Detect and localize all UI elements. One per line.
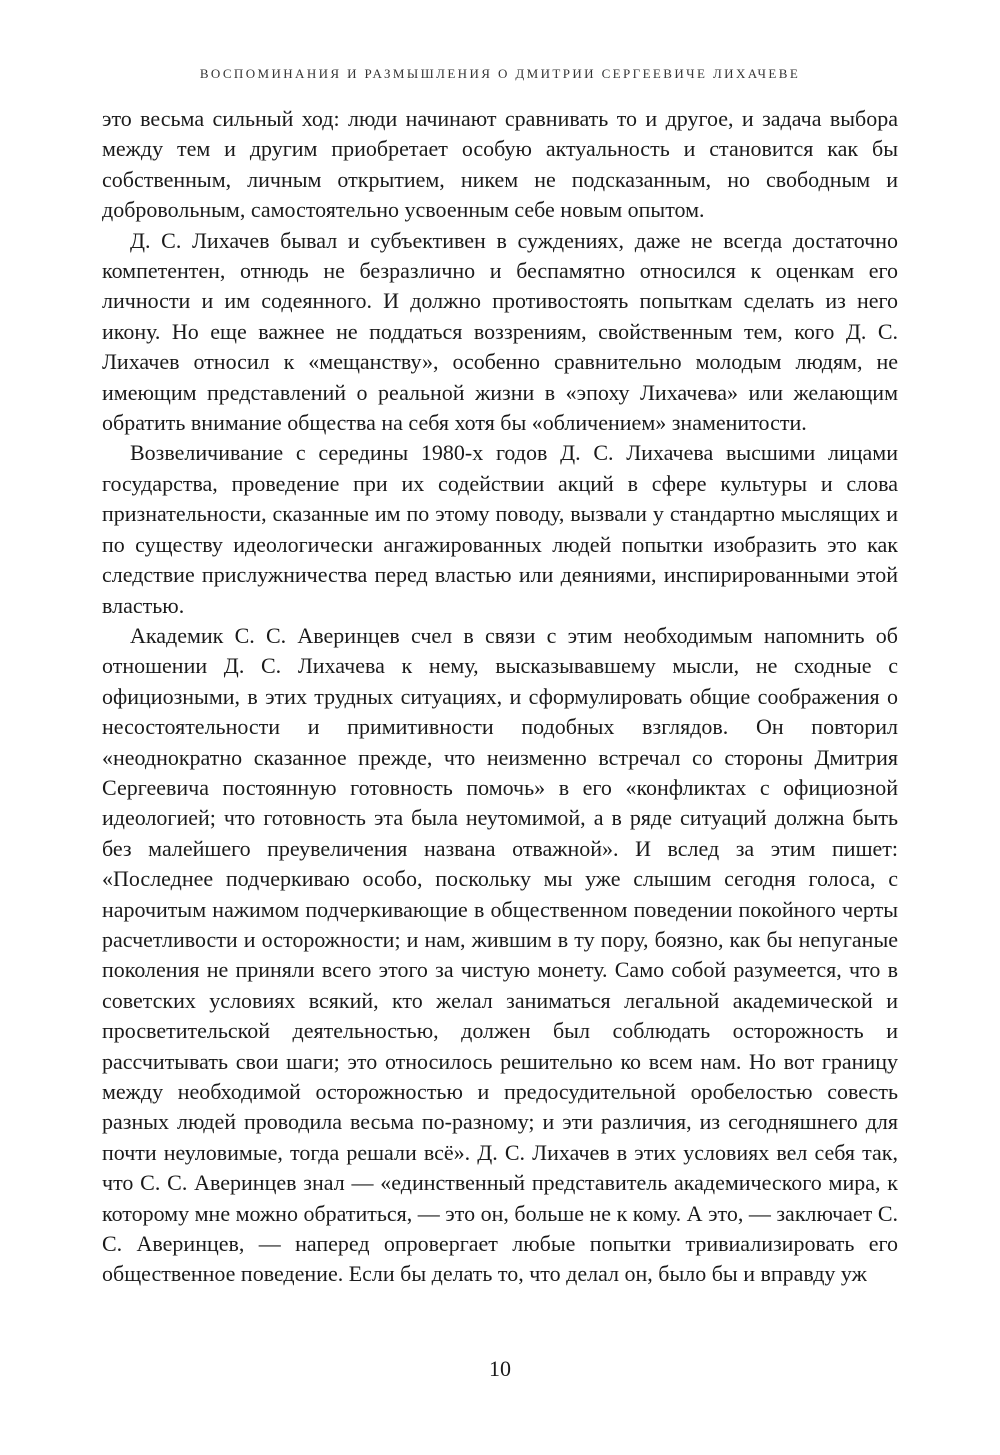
running-header: ВОСПОМИНАНИЯ И РАЗМЫШЛЕНИЯ О ДМИТРИИ СЕРГЕЕВИЧЕ ЛИХАЧЕВЕ — [199, 66, 801, 81]
paragraph: Возвеличивание с середины 1980-х годов Д. С. Лихачева высшими лицами государства, проведение при их содействии акций в сфере культуры и слова признательности, сказанные им по этому поводу, вызвали у стандартно мыслящих и по существу идеологически ангажированных людей попытки изобразить это как следствие прислужничества перед властью или деяниями, инспирированными этой властью. — [102, 440, 898, 618]
paragraph: Д. С. Лихачев бывал и субъективен в суждениях, даже не всегда достаточно компетентен, отнюдь не безразлично и беспамятно относился к оценкам его личности и им содеянного. И должно противостоять попыткам сделать из него икону. Но еще важнее не поддаться воззрениям, свойственным тем, кого Д. С. Лихачев относил к «мещанству», особенно сравнительно молодым людям, не имеющим представлений о реальной жизни в «эпоху Лихачева» или желающим обратить внимание общества на себя хотя бы «обличением» знаменитости. — [102, 227, 898, 436]
paragraph: Академик С. С. Аверинцев счел в связи с этим необходимым напомнить об отношении Д. С. Лихачева к нему, высказывавшему мысли, не сходные с официозными, в этих трудных ситуациях, и сформулировать общие соображения о несостоятельности и примитивности подобных взглядов. Он повторил «неоднократно сказанное прежде, что неизменно встречал со стороны Дмитрия Сергеевича постоянную готовность помочь» в его «конфликтах с официозной идеологией; что готовность эта была неутомимой, а в ряде ситуаций должна быть без малейшего преувеличения названа отважной». И вслед за этим пишет: «Последнее подчеркиваю особо, поскольку мы уже слышим сегодня голоса, с нарочитым нажимом подчеркивающие в общественном поведении покойного черты расчетливости и осторожности; и нам, жившим в ту пору, боязно, как бы непуганые поколения не приняли всего этого за чистую монету. Само собой разумеется, что в советских условиях всякий, кто желал заниматься легальной академической и просветительской деятельностью, должен был соблюдать осторожность и рассчитывать свои шаги; это относилось решительно ко всем нам. Но вот границу между необходимой осторожностью и предосудительной оробелостью совесть разных людей проводила весьма по-разному; и эти различия, из сегодняшнего для почти неуловимые, тогда решали всё». Д. С. Лихачев в этих условиях вел себя так, что С. С. Аверинцев знал — «единственный представитель академического мира, к которому мне можно обратиться, — это он, больше не к кому. А это, — заключает С. С. Аверинцев, — наперед опровергает любые попытки тривиализировать его общественное поведение. Если бы делать то, что делал он, было бы и вправду уж — [102, 622, 898, 1287]
page-text — [102, 104, 898, 1290]
paragraph-continuation: это весьма сильный ход: люди начинают сравнивать то и другое, и задача выбора между тем и другим приобретает особую актуальность и становится как бы собственным, личным открытием, никем не подсказанным, но свободным и добровольным, самостоятельно усвоенным себе новым опытом. — [102, 106, 898, 223]
page-number: 10 — [489, 1356, 511, 1381]
